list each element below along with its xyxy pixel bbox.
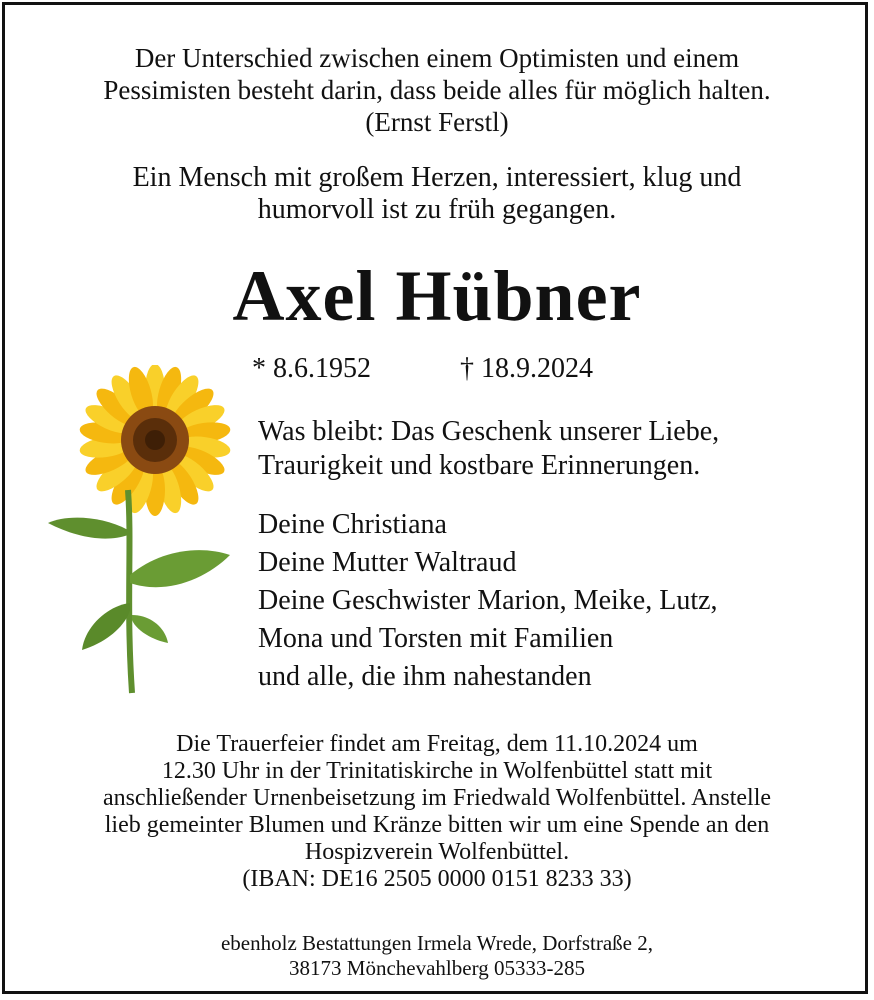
funeral-home-line-1: ebenholz Bestattungen Irmela Wrede, Dorfstraße 2, [220,931,654,955]
iban-line: (IBAN: DE16 2505 0000 0151 8233 33) [242,866,632,892]
remembrance-line-1: Was bleibt: Das Geschenk unserer Liebe, [258,416,720,447]
quote-line-2: Pessimisten besteht darin, dass beide alles für möglich halten. [103,75,771,105]
funeral-home-line-2: 38173 Mönchevahlberg 05333-285 [289,956,585,980]
mourner-line-3: Deine Geschwister Marion, Meike, Lutz, [258,585,718,616]
service-line-3: anschließender Urnenbeisetzung im Friedwald Wolfenbüttel. Anstelle [102,785,772,811]
quote-line-1: Der Unterschied zwischen einem Optimisten und einem [134,43,740,73]
remembrance-line-2: Traurigkeit und kostbare Erinnerungen. [258,450,701,481]
service-line-5: Hospizverein Wolfenbüttel. [304,839,570,865]
death-date: † 18.9.2024 [460,353,593,384]
mourner-line-4: Mona und Torsten mit Familien [258,623,614,654]
quote-author: (Ernst Ferstl) [365,107,509,137]
service-line-4: lieb gemeinter Blumen und Kränze bitten wir um eine Spende an den [104,812,770,838]
mourner-line-2: Deine Mutter Waltraud [258,547,517,578]
service-line-2: 12.30 Uhr in der Trinitatiskirche in Wolfenbüttel statt mit [161,758,713,784]
intro-line-1: Ein Mensch mit großem Herzen, interessiert, klug und [132,162,742,193]
mourner-line-1: Deine Christiana [258,509,447,540]
mourner-line-5: und alle, die ihm nahestanden [258,661,592,692]
sunflower-icon [40,365,240,695]
service-line-1: Die Trauerfeier findet am Freitag, dem 11.10.2024 um [176,731,698,757]
deceased-name: Axel Hübner [232,256,642,336]
intro-line-2: humorvoll ist zu früh gegangen. [257,194,617,225]
birth-date: * 8.6.1952 [252,353,371,384]
